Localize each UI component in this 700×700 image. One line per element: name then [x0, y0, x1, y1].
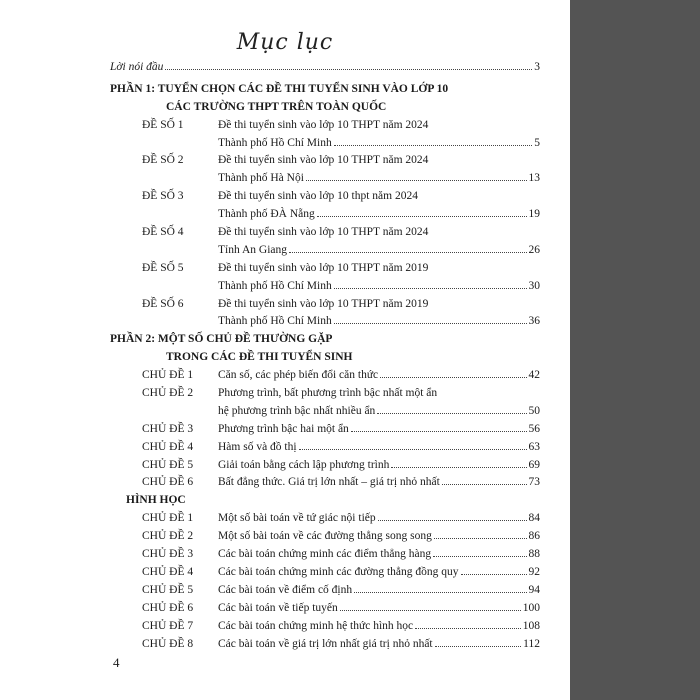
entry-label: CHỦ ĐỀ 6 [142, 601, 194, 614]
toc-entry-preface[interactable] [110, 59, 540, 77]
entry-label: ĐỀ SỐ 1 [142, 118, 184, 131]
entry-title: Các bài toán chứng minh các đường thẳng đồng quy [218, 565, 459, 578]
entry-page: 56 [528, 422, 540, 435]
toc-entry[interactable] [110, 421, 540, 439]
toc-entry[interactable] [110, 367, 540, 385]
entry-title: Đề thi tuyển sinh vào lớp 10 THPT năm 2019 [218, 261, 429, 274]
entry-page: 88 [528, 548, 540, 561]
dot-leader [351, 421, 527, 432]
dot-leader [334, 313, 527, 324]
entry-page: 50 [528, 404, 540, 417]
entry-title: Đề thi tuyển sinh vào lớp 10 THPT năm 2019 [218, 297, 429, 310]
dot-leader [433, 546, 526, 557]
toc-entry-continuation[interactable] [110, 170, 540, 188]
toc-entry[interactable] [110, 224, 540, 242]
toc-entry[interactable] [110, 457, 540, 475]
toc-entry[interactable] [110, 296, 540, 314]
geometry-heading: HÌNH HỌC [126, 494, 186, 507]
entry-title: Đề thi tuyển sinh vào lớp 10 THPT năm 2024 [218, 226, 429, 239]
entry-title-line2: Thành phố Hồ Chí Minh [218, 136, 332, 149]
dot-leader [334, 278, 527, 289]
entry-page: 26 [528, 243, 540, 256]
dot-leader [434, 528, 527, 539]
entry-title: Các bài toán về giá trị lớn nhất giá trị nhỏ nhất [218, 637, 433, 650]
entry-label: CHỦ ĐỀ 5 [142, 583, 194, 596]
toc-entry-continuation[interactable] [110, 278, 540, 296]
page-number: 4 [113, 655, 120, 670]
entry-label: ĐỀ SỐ 4 [142, 226, 184, 239]
entry-page: 63 [528, 440, 540, 453]
toc-entry-continuation[interactable] [110, 242, 540, 260]
entry-page: 30 [528, 279, 540, 292]
dot-leader [299, 439, 527, 450]
entry-page: 69 [528, 458, 540, 471]
toc-entry[interactable] [110, 636, 540, 654]
entry-label: CHỦ ĐỀ 2 [142, 530, 194, 543]
entry-title: Đề thi tuyển sinh vào lớp 10 thpt năm 2024 [218, 190, 418, 203]
entry-page: 108 [522, 619, 540, 632]
entry-label: ĐỀ SỐ 3 [142, 190, 184, 203]
entry-title-line2: Thành phố Hồ Chí Minh [218, 279, 332, 292]
entry-title-line2: Tỉnh An Giang [218, 243, 287, 256]
entry-label: CHỦ ĐỀ 7 [142, 619, 194, 632]
entry-page: 112 [523, 637, 540, 650]
entry-page: 86 [528, 530, 540, 543]
entry-page: 19 [528, 208, 540, 221]
entry-title: Các bài toán về tiếp tuyến [218, 601, 338, 614]
toc-entry[interactable] [110, 546, 540, 564]
entry-label: CHỦ ĐỀ 6 [142, 476, 194, 489]
part2-heading: PHẦN 2: MỘT SỐ CHỦ ĐỀ THƯỜNG GẶP [110, 333, 333, 346]
dot-leader [306, 170, 527, 181]
entry-page: 36 [528, 315, 540, 328]
dot-leader [334, 135, 533, 146]
entry-title: Căn số, các phép biến đổi căn thức [218, 369, 379, 382]
entry-title: Các bài toán chứng minh các điểm thẳng hàng [218, 548, 432, 561]
toc-entry[interactable] [110, 260, 540, 278]
dot-leader [391, 457, 526, 468]
entry-title-line2: hệ phương trình bậc nhất nhiều ẩn [218, 404, 376, 417]
entry-title-line2: Thành phố ĐÀ Nẵng [218, 208, 315, 221]
toc-entry-continuation[interactable] [110, 403, 540, 421]
entry-page: 92 [528, 565, 540, 578]
entry-page: 73 [528, 476, 540, 489]
dot-leader [354, 582, 526, 593]
dot-leader [435, 636, 522, 647]
entry-page: 100 [522, 601, 540, 614]
dark-side-margin [570, 0, 700, 700]
entry-title: Các bài toán chứng minh hệ thức hình học [218, 619, 414, 632]
toc-entry[interactable] [110, 385, 540, 403]
entry-label: CHỦ ĐỀ 1 [142, 512, 194, 525]
dot-leader [461, 564, 527, 575]
part1-subheading: CÁC TRƯỜNG THPT TRÊN TOÀN QUỐC [166, 100, 387, 113]
entry-label: ĐỀ SỐ 2 [142, 154, 184, 167]
entry-page: 94 [528, 583, 540, 596]
toc-entry[interactable] [110, 117, 540, 135]
entry-label: ĐỀ SỐ 6 [142, 297, 184, 310]
toc-entry[interactable] [110, 564, 540, 582]
entry-title: Lời nói đầu [110, 61, 164, 73]
entry-title-line2: Thành phố Hồ Chí Minh [218, 315, 332, 328]
entry-title: Đề thi tuyển sinh vào lớp 10 THPT năm 2024 [218, 118, 429, 131]
entry-label: CHỦ ĐỀ 5 [142, 458, 194, 471]
toc-entry[interactable] [110, 600, 540, 618]
entry-title: Phương trình bậc hai một ẩn [218, 422, 349, 435]
entry-page: 84 [528, 512, 540, 525]
toc-entry-continuation[interactable] [110, 206, 540, 224]
entry-page: 5 [534, 136, 540, 149]
dot-leader [378, 510, 527, 521]
page-title: Mục lục [236, 30, 334, 55]
entry-label: ĐỀ SỐ 5 [142, 261, 184, 274]
toc-entry-continuation[interactable] [110, 313, 540, 331]
entry-label: CHỦ ĐỀ 3 [142, 548, 194, 561]
toc-entry[interactable] [110, 510, 540, 528]
toc-entry[interactable] [110, 528, 540, 546]
dot-leader [415, 618, 521, 629]
entry-label: CHỦ ĐỀ 3 [142, 422, 194, 435]
entry-title: Giải toán bằng cách lập phương trình [218, 458, 390, 471]
entry-label: CHỦ ĐỀ 4 [142, 440, 194, 453]
dot-leader [289, 242, 527, 253]
entry-title: Các bài toán về điểm cố định [218, 583, 353, 596]
dot-leader [380, 367, 526, 378]
entry-label: CHỦ ĐỀ 1 [142, 369, 194, 382]
table-of-contents [110, 59, 540, 653]
dot-leader [377, 403, 526, 414]
entry-label: CHỦ ĐỀ 4 [142, 565, 194, 578]
toc-entry[interactable] [110, 618, 540, 636]
part2-subheading: TRONG CÁC ĐỀ THI TUYỂN SINH [166, 351, 353, 364]
toc-entry[interactable] [110, 439, 540, 457]
dot-leader [317, 206, 527, 217]
entry-label: CHỦ ĐỀ 8 [142, 637, 194, 650]
toc-entry[interactable] [110, 152, 540, 170]
entry-page: 42 [528, 369, 540, 382]
toc-entry[interactable] [110, 188, 540, 206]
dot-leader [340, 600, 521, 611]
entry-title-line2: Thành phố Hà Nội [218, 172, 304, 185]
toc-entry[interactable] [110, 474, 540, 492]
part1-heading: PHẦN 1: TUYỂN CHỌN CÁC ĐỀ THI TUYỂN SINH VÀO LỚP 10 [110, 82, 449, 95]
dot-leader [442, 474, 527, 485]
toc-entry-continuation[interactable] [110, 135, 540, 153]
toc-entry[interactable] [110, 582, 540, 600]
entry-title: Bất đẳng thức. Giá trị lớn nhất – giá trị nhỏ nhất [218, 476, 440, 489]
entry-page: 3 [534, 61, 540, 73]
entry-title: Hàm số và đồ thị [218, 440, 297, 453]
entry-title: Phương trình, bất phương trình bậc nhất một ẩn [218, 387, 438, 400]
entry-page: 13 [528, 172, 540, 185]
entry-title: Một số bài toán về tứ giác nội tiếp [218, 512, 376, 525]
dot-leader [165, 59, 532, 70]
entry-title: Đề thi tuyển sinh vào lớp 10 THPT năm 2024 [218, 154, 429, 167]
entry-label: CHỦ ĐỀ 2 [142, 387, 194, 400]
entry-title: Một số bài toán về các đường thẳng song song [218, 530, 432, 543]
